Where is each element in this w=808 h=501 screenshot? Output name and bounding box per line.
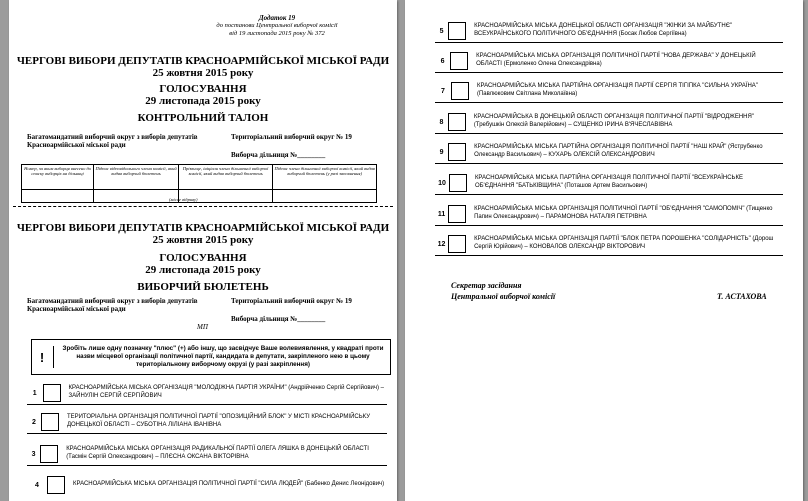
vote-checkbox[interactable] <box>41 413 59 431</box>
secretary-title: Секретар засідання <box>451 281 522 290</box>
control-col: Номер, за яким виборця внесено до списку виборців на дільниці <box>22 165 94 190</box>
row-separator <box>435 255 783 256</box>
control-col: Підпис члена дільничної виборчої комісії, який видав виборчий бюлетень (у разі заповнення) <box>273 165 377 190</box>
vote-checkbox[interactable] <box>450 52 468 70</box>
ballot-voting-date: 29 листопада 2015 року <box>145 264 261 276</box>
vote-checkbox[interactable] <box>40 445 58 463</box>
candidate-row <box>27 384 387 402</box>
control-cell[interactable] <box>94 190 179 203</box>
annex-line: від 19 листопада 2015 року № 372 <box>229 29 325 37</box>
vote-checkbox[interactable] <box>448 22 466 40</box>
candidate-number: 7 <box>441 87 445 95</box>
candidate-number: 9 <box>439 148 444 156</box>
candidate-number: 8 <box>439 118 444 126</box>
vote-checkbox[interactable] <box>448 205 466 223</box>
right-page <box>405 0 803 501</box>
row-separator <box>435 72 783 73</box>
voting-instructions <box>31 339 391 375</box>
ballot-district: Багатомандатний виборчий округ з виборів депутатів Красноармійської міської ради <box>27 297 198 314</box>
candidate-number: 3 <box>31 450 36 458</box>
ballot-precinct: Виборча дільниця №________ <box>231 315 326 323</box>
row-separator <box>27 404 387 405</box>
candidate-number: 11 <box>437 210 446 218</box>
candidate-text: КРАСНОАРМІЙСЬКА МІСЬКА ПАРТІЙНА ОРГАНІЗАЦІЯ ПОЛІТИЧНОЇ ПАРТІЇ "ВСЕУКРАЇНСЬКЕ ОБ'ЄДНАННЯ "БАТЬКІВЩИНА" (Поташов Артем Васильович) <box>474 175 743 189</box>
row-separator <box>435 194 783 195</box>
vote-checkbox[interactable] <box>47 476 65 494</box>
vote-checkbox[interactable] <box>448 113 466 131</box>
candidate-number: 4 <box>35 481 39 489</box>
election-date: 25 жовтня 2015 року <box>152 67 254 79</box>
candidate-number: 6 <box>440 57 445 65</box>
ballot-territorial: Територіальний виборчий округ № 19 <box>231 297 352 305</box>
annex-line: до постанови Центральної виборчої комісії <box>216 22 338 30</box>
candidate-number: 5 <box>439 27 444 35</box>
candidate-number: 10 <box>438 179 446 187</box>
candidate-row <box>435 205 783 223</box>
candidate-text: КРАСНОАРМІЙСЬКА МІСЬКА ОРГАНІЗАЦІЯ ПОЛІТИЧНОЇ ПАРТІЇ "СИЛА ЛЮДЕЙ" (Бабенко Денис Леонідович) <box>73 481 385 488</box>
candidate-row <box>27 413 387 431</box>
row-separator <box>27 433 387 434</box>
candidate-row <box>27 476 387 494</box>
candidate-text: КРАСНОАРМІЙСЬКА МІСЬКА ОРГАНІЗАЦІЯ РАДИКАЛЬНОЇ ПАРТІЇ ОЛЕГА ЛЯШКА В ДОНЕЦЬКІЙ ОБЛАСТІ (Тасмін Сергій Олександрович) – ПЛЄСНА ОКСАНА ВІКТОРІВНА <box>66 446 369 460</box>
candidate-number: 12 <box>437 240 446 248</box>
row-separator <box>435 42 783 43</box>
election-title: ЧЕРГОВІ ВИБОРИ ДЕПУТАТІВ КРАСНОАРМІЙСЬКОЇ МІСЬКОЇ РАДИ <box>16 55 390 67</box>
voting-date: 29 листопада 2015 року <box>145 95 261 107</box>
candidate-row <box>27 445 387 463</box>
candidate-text: КРАСНОАРМІЙСЬКА МІСЬКА ПАРТІЙНА ОРГАНІЗАЦІЯ ПОЛІТИЧНОЇ ПАРТІЇ "НАШ КРАЙ" (Яструбенко Олександр Васильович) – КУХАРЬ ОЛЕКСІЙ ОЛЕКСАНДРОВИЧ <box>474 144 763 158</box>
candidate-text: КРАСНОАРМІЙСЬКА МІСЬКА ОРГАНІЗАЦІЯ ПАРТІЇ "БЛОК ПЕТРА ПОРОШЕНКА "СОЛІДАРНІСТЬ" (Дорош Сергій Юрійович) – КОНОВАЛОВ ОЛЕКСАНДР ВІКТОРОВИЧ <box>474 236 774 250</box>
candidate-row <box>435 22 783 40</box>
vote-checkbox[interactable] <box>448 235 466 253</box>
candidate-row <box>435 113 783 131</box>
candidate-text: КРАСНОАРМІЙСЬКА МІСЬКА ОРГАНІЗАЦІЯ ПОЛІТИЧНОЇ ПАРТІЇ "ОБ'ЄДНАННЯ "САМОПОМІЧ" (Тищенко Папин Олександрович) – ПАРАМОНОВА НАТАЛІЯ ПЕТРІВНА <box>474 206 773 220</box>
instruction-text: Зробіть лише одну позначку "плюс" (+) або іншу, що засвідчує Ваше волевиявлення, у квадраті проти назви місцевої організації політичної партії, кандидата в депутати, закріпленого нею в цьому територіальному виборчому окрузі (у разі закріплення) <box>62 345 384 368</box>
candidate-text: КРАСНОАРМІЙСЬКА МІСЬКА ПАРТІЙНА ОРГАНІЗАЦІЯ ПАРТІЇ СЕРГІЯ ТІГІПКА "СИЛЬНА УКРАЇНА" (Павлюковим Світлана Миколаївна) <box>476 83 758 97</box>
control-precinct: Виборча дільниця №________ <box>231 151 326 159</box>
vote-checkbox[interactable] <box>449 174 467 192</box>
control-table <box>21 164 377 203</box>
candidate-text: ТЕРИТОРІАЛЬНА ОРГАНІЗАЦІЯ ПОЛІТИЧНОЇ ПАРТІЇ "ОПОЗИЦІЙНИЙ БЛОК" У МІСТІ КРАСНОАРМІЙСЬКУ ДОНЕЦЬКОЇ ОБЛАСТІ – СУБОТІНА ЛІЛІАНА ІВАНІВНА <box>66 414 371 428</box>
candidate-text: КРАСНОАРМІЙСЬКА МІСЬКА ОРГАНІЗАЦІЯ "МОЛОДІЖНА ПАРТІЯ УКРАЇНИ" (Андрійченко Сергій Сергійович) – ЗАЙНУЛІН СЕРГІЙ СЕРГІЙОВИЧ <box>68 385 384 399</box>
vote-checkbox[interactable] <box>43 384 61 402</box>
candidate-number: 1 <box>32 389 37 397</box>
row-separator <box>435 163 783 164</box>
secretary-name: Т. АСТАХОВА <box>717 292 767 301</box>
annex <box>187 14 367 37</box>
control-col: Підпис відповідального члена комісії, який видав виборчий бюлетень <box>94 165 179 190</box>
candidate-row <box>435 143 783 161</box>
candidate-text: КРАСНОАРМІЙСЬКА МІСЬКА ОРГАНІЗАЦІЯ ПОЛІТИЧНОЇ ПАРТІЇ "НОВА ДЕРЖАВА" У ДОНЕЦЬКІЙ ОБЛАСТІ (Ермоленко Олена Олександрівна) <box>476 53 756 67</box>
ballot-voting-heading: ГОЛОСУВАННЯ <box>159 252 247 264</box>
control-col: Прізвище, ініціали члена дільничної виборчої комісії, який видав виборчий бюлетень <box>178 165 272 190</box>
left-page <box>9 0 397 501</box>
tear-line <box>13 206 393 207</box>
tear-note: (місце відриву) <box>169 197 198 202</box>
commission-name: Центральної виборчої комісії <box>451 292 556 301</box>
control-district: Багатомандатний виборчий округ з виборів депутатів Красноармійської міської ради <box>27 133 198 150</box>
voting-heading: ГОЛОСУВАННЯ <box>159 83 247 95</box>
candidate-row <box>435 174 783 192</box>
vote-checkbox[interactable] <box>448 143 466 161</box>
row-separator <box>435 102 783 103</box>
ballot-election-title: ЧЕРГОВІ ВИБОРИ ДЕПУТАТІВ КРАСНОАРМІЙСЬКОЇ МІСЬКОЇ РАДИ <box>16 222 390 234</box>
candidate-row <box>435 82 783 100</box>
candidate-row <box>435 52 783 70</box>
control-territorial: Територіальний виборчий округ № 19 <box>231 133 352 141</box>
row-separator <box>435 225 783 226</box>
control-title: КОНТРОЛЬНИЙ ТАЛОН <box>137 112 269 124</box>
ballot-title: ВИБОРЧИЙ БЮЛЕТЕНЬ <box>137 281 269 293</box>
control-cell[interactable] <box>22 190 94 203</box>
candidate-number: 2 <box>32 418 36 426</box>
vote-checkbox[interactable] <box>451 82 469 100</box>
candidate-text: КРАСНОАРМІЙСЬКА В ДОНЕЦЬКІЙ ОБЛАСТІ ОРГАНІЗАЦІЯ ПОЛІТИЧНОЇ ПАРТІЇ "ВІДРОДЖЕННЯ" (Требушкін Олексій Валерійович) – СУЩЕНКО ІРИНА В'ЯЧЕСЛАВІВНА <box>473 114 754 128</box>
candidate-row <box>435 235 783 253</box>
row-separator <box>435 133 783 134</box>
ballot-election-date: 25 жовтня 2015 року <box>152 234 254 246</box>
control-cell[interactable] <box>273 190 377 203</box>
stamp-place: МП <box>197 323 208 331</box>
candidate-text: КРАСНОАРМІЙСЬКА МІСЬКА ДОНЕЦЬКОЇ ОБЛАСТІ ОРГАНІЗАЦІЯ "ЖІНКИ ЗА МАЙБУТНЄ" ВСЕУКРАЇНСЬКОГО ПОЛІТИЧНОГО ОБ'ЄДНАННЯ (Босак Любов Сергіївна) <box>474 23 733 37</box>
exclamation-icon: ! <box>37 346 54 368</box>
row-separator <box>27 465 387 466</box>
annex-number: Додаток 19 <box>258 14 296 22</box>
